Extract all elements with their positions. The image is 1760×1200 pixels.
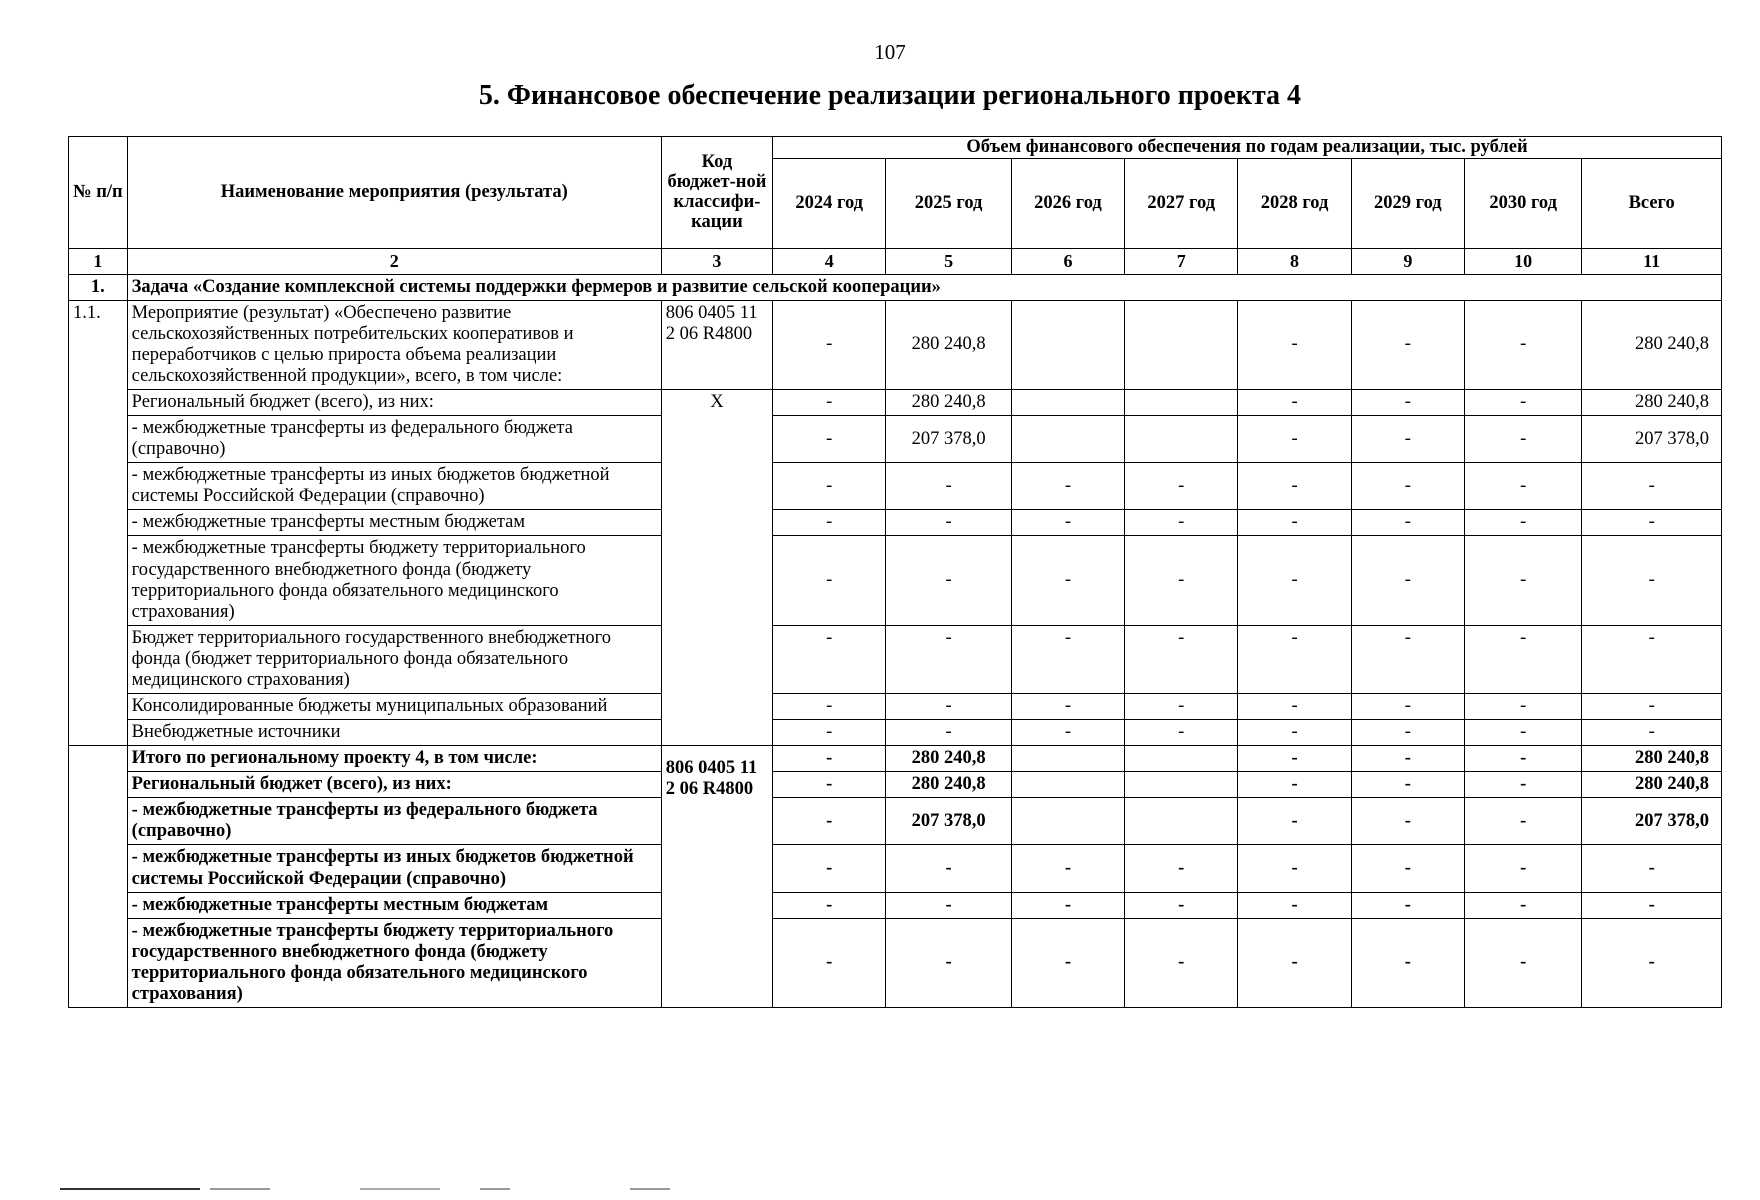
value-cell: - <box>1351 536 1464 625</box>
value-cell: - <box>1011 892 1124 918</box>
task-number: 1. <box>69 274 128 300</box>
row-name: Региональный бюджет (всего), из них: <box>127 772 661 798</box>
total-cell: 280 240,8 <box>1582 300 1722 389</box>
value-cell: - <box>886 892 1011 918</box>
value-cell: - <box>1238 772 1351 798</box>
value-cell: - <box>1464 625 1581 693</box>
row-name: - межбюджетные трансферты местным бюджетам <box>127 510 661 536</box>
value-cell: - <box>1351 625 1464 693</box>
value-cell: - <box>1011 625 1124 693</box>
row-name: Региональный бюджет (всего), из них: <box>127 389 661 415</box>
total-row <box>69 918 1722 1007</box>
value-cell: - <box>1011 510 1124 536</box>
header-year: 2028 год <box>1238 159 1351 249</box>
value-cell: - <box>1011 536 1124 625</box>
value-cell: - <box>1464 300 1581 389</box>
document-title: 5. Финансовое обеспечение реализации регионального проекта 4 <box>478 80 1302 111</box>
header-year: 2029 год <box>1351 159 1464 249</box>
value-cell: 280 240,8 <box>886 772 1011 798</box>
value-cell: - <box>773 798 886 845</box>
value-cell: - <box>1464 918 1581 1007</box>
table-row <box>69 463 1722 510</box>
column-number: 5 <box>886 249 1011 275</box>
totals-number <box>69 746 128 1008</box>
activity-name: Мероприятие (результат) «Обеспечено развитие сельскохозяйственных потребительских кооперативов и переработчиков с целью прироста объема реализации сельскохозяйственной продукции», всего, в том числе: <box>127 300 661 389</box>
value-cell: - <box>886 625 1011 693</box>
activity-code: 806 0405 11 2 06 R4800 <box>661 300 772 389</box>
header-volume: Объем финансового обеспечения по годам реализации, тыс. рублей <box>773 137 1722 159</box>
total-cell: 280 240,8 <box>1582 389 1722 415</box>
column-number: 4 <box>773 249 886 275</box>
total-cell: - <box>1582 918 1722 1007</box>
value-cell: - <box>1238 845 1351 892</box>
value-cell <box>1011 772 1124 798</box>
value-cell: - <box>1351 746 1464 772</box>
value-cell: - <box>1011 720 1124 746</box>
value-cell <box>1011 798 1124 845</box>
table-row <box>69 720 1722 746</box>
value-cell: - <box>1238 510 1351 536</box>
value-cell: - <box>1464 746 1581 772</box>
value-cell: - <box>773 463 886 510</box>
value-cell: - <box>773 746 886 772</box>
value-cell <box>1011 746 1124 772</box>
value-cell: - <box>1011 918 1124 1007</box>
total-cell: - <box>1582 694 1722 720</box>
value-cell: 207 378,0 <box>886 798 1011 845</box>
header-year: 2027 год <box>1125 159 1238 249</box>
total-cell: - <box>1582 892 1722 918</box>
column-number: 7 <box>1125 249 1238 275</box>
value-cell: - <box>1238 746 1351 772</box>
column-number: 1 <box>69 249 128 275</box>
value-cell: - <box>1125 510 1238 536</box>
total-row <box>69 746 1722 772</box>
value-cell: - <box>1125 845 1238 892</box>
column-number: 8 <box>1238 249 1351 275</box>
column-number: 6 <box>1011 249 1124 275</box>
value-cell: - <box>1011 845 1124 892</box>
value-cell: - <box>1238 892 1351 918</box>
value-cell: - <box>1351 463 1464 510</box>
table-row <box>69 510 1722 536</box>
row-name: - межбюджетные трансферты из федерального бюджета (справочно) <box>127 416 661 463</box>
column-number: 2 <box>127 249 661 275</box>
row-name: Внебюджетные источники <box>127 720 661 746</box>
value-cell: - <box>1464 845 1581 892</box>
value-cell: - <box>1125 694 1238 720</box>
value-cell: - <box>773 300 886 389</box>
table-row <box>69 694 1722 720</box>
header-year: 2026 год <box>1011 159 1124 249</box>
value-cell <box>1125 416 1238 463</box>
value-cell: - <box>1351 300 1464 389</box>
value-cell <box>1011 389 1124 415</box>
total-cell: - <box>1582 625 1722 693</box>
total-cell: - <box>1582 463 1722 510</box>
header-year: 2025 год <box>886 159 1011 249</box>
value-cell: - <box>1464 798 1581 845</box>
total-cell: 280 240,8 <box>1582 772 1722 798</box>
value-cell: - <box>1464 892 1581 918</box>
column-number: 9 <box>1351 249 1464 275</box>
value-cell: - <box>773 536 886 625</box>
value-cell: - <box>1125 918 1238 1007</box>
value-cell <box>1011 300 1124 389</box>
value-cell <box>1011 416 1124 463</box>
table-row <box>69 625 1722 693</box>
value-cell: - <box>1011 463 1124 510</box>
value-cell: - <box>1125 536 1238 625</box>
value-cell: - <box>1351 918 1464 1007</box>
value-cell: - <box>773 720 886 746</box>
total-cell: 207 378,0 <box>1582 416 1722 463</box>
header-year: 2024 год <box>773 159 886 249</box>
value-cell: - <box>1351 416 1464 463</box>
value-cell <box>1125 746 1238 772</box>
value-cell: - <box>886 694 1011 720</box>
total-cell: - <box>1582 720 1722 746</box>
task-row <box>69 274 1722 300</box>
code-x: X <box>661 389 772 745</box>
table-header <box>69 137 1722 275</box>
value-cell: - <box>1238 300 1351 389</box>
table-row <box>69 536 1722 625</box>
value-cell: - <box>1238 720 1351 746</box>
table-row <box>69 389 1722 415</box>
value-cell: - <box>773 892 886 918</box>
value-cell: - <box>1238 918 1351 1007</box>
row-name: - межбюджетные трансферты местным бюджетам <box>127 892 661 918</box>
value-cell: - <box>773 918 886 1007</box>
value-cell: - <box>1351 389 1464 415</box>
value-cell: - <box>886 536 1011 625</box>
value-cell: - <box>1351 694 1464 720</box>
value-cell: - <box>773 416 886 463</box>
row-name: Консолидированные бюджеты муниципальных образований <box>127 694 661 720</box>
activity-number: 1.1. <box>69 300 128 745</box>
value-cell: - <box>1464 772 1581 798</box>
value-cell: - <box>1238 463 1351 510</box>
row-name: - межбюджетные трансферты из федерального бюджета (справочно) <box>127 798 661 845</box>
value-cell: - <box>773 845 886 892</box>
value-cell <box>1125 772 1238 798</box>
value-cell: 280 240,8 <box>886 300 1011 389</box>
value-cell <box>1125 389 1238 415</box>
total-row <box>69 845 1722 892</box>
value-cell: - <box>773 772 886 798</box>
value-cell: - <box>1125 720 1238 746</box>
table-row <box>69 300 1722 389</box>
value-cell: - <box>1238 536 1351 625</box>
value-cell: - <box>1464 463 1581 510</box>
value-cell: - <box>886 918 1011 1007</box>
task-title: Задача «Создание комплексной системы поддержки фермеров и развитие сельской кооперации» <box>127 274 1721 300</box>
value-cell: - <box>886 463 1011 510</box>
value-cell: - <box>773 510 886 536</box>
value-cell: - <box>1464 694 1581 720</box>
footer-rule <box>60 1188 1060 1192</box>
value-cell: - <box>1011 694 1124 720</box>
value-cell: - <box>1464 510 1581 536</box>
column-number: 3 <box>661 249 772 275</box>
column-numbers-row <box>69 249 1722 275</box>
value-cell: 280 240,8 <box>886 746 1011 772</box>
value-cell: - <box>1351 892 1464 918</box>
table-row <box>69 416 1722 463</box>
total-row <box>69 772 1722 798</box>
total-row <box>69 892 1722 918</box>
row-name: - межбюджетные трансферты из иных бюджетов бюджетной системы Российской Федерации (справочно) <box>127 463 661 510</box>
row-name: - межбюджетные трансферты бюджету территориального государственного внебюджетного фонда (бюджету территориального фонда обязательного медицинского страхования) <box>127 918 661 1007</box>
value-cell: - <box>1238 389 1351 415</box>
total-cell: - <box>1582 536 1722 625</box>
value-cell: - <box>1351 845 1464 892</box>
value-cell <box>1125 300 1238 389</box>
value-cell: - <box>1238 694 1351 720</box>
value-cell: 280 240,8 <box>886 389 1011 415</box>
value-cell: - <box>1351 772 1464 798</box>
value-cell: 207 378,0 <box>886 416 1011 463</box>
row-name: - межбюджетные трансферты бюджету территориального государственного внебюджетного фонда (бюджету территориального фонда обязательного медицинского страхования) <box>127 536 661 625</box>
row-name: Бюджет территориального государственного внебюджетного фонда (бюджет территориального фонда обязательного медицинского страхования) <box>127 625 661 693</box>
header-code: Код бюджет-ной классифи-кации <box>661 137 772 249</box>
value-cell <box>1125 798 1238 845</box>
value-cell: - <box>773 694 886 720</box>
header-year: 2030 год <box>1464 159 1581 249</box>
value-cell: - <box>1351 798 1464 845</box>
total-cell: 280 240,8 <box>1582 746 1722 772</box>
value-cell: - <box>1464 416 1581 463</box>
value-cell: - <box>773 389 886 415</box>
totals-code: 806 0405 11 2 06 R4800 <box>661 746 772 1008</box>
value-cell: - <box>1238 416 1351 463</box>
value-cell: - <box>1125 892 1238 918</box>
total-cell: - <box>1582 845 1722 892</box>
header-total: Всего <box>1582 159 1722 249</box>
header-name: Наименование мероприятия (результата) <box>127 137 661 249</box>
page-number: 107 <box>874 40 906 64</box>
total-row <box>69 798 1722 845</box>
value-cell: - <box>886 845 1011 892</box>
value-cell: - <box>1351 510 1464 536</box>
total-cell: - <box>1582 510 1722 536</box>
value-cell: - <box>1464 389 1581 415</box>
value-cell: - <box>773 625 886 693</box>
column-number: 10 <box>1464 249 1581 275</box>
row-name: Итого по региональному проекту 4, в том числе: <box>127 746 661 772</box>
total-cell: 207 378,0 <box>1582 798 1722 845</box>
value-cell: - <box>886 720 1011 746</box>
value-cell: - <box>1125 463 1238 510</box>
column-number: 11 <box>1582 249 1722 275</box>
value-cell: - <box>1238 625 1351 693</box>
value-cell: - <box>1464 720 1581 746</box>
value-cell: - <box>1464 536 1581 625</box>
header-num: № п/п <box>69 137 128 249</box>
value-cell: - <box>1351 720 1464 746</box>
value-cell: - <box>886 510 1011 536</box>
financing-table <box>68 136 1722 1008</box>
value-cell: - <box>1238 798 1351 845</box>
value-cell: - <box>1125 625 1238 693</box>
row-name: - межбюджетные трансферты из иных бюджетов бюджетной системы Российской Федерации (справочно) <box>127 845 661 892</box>
